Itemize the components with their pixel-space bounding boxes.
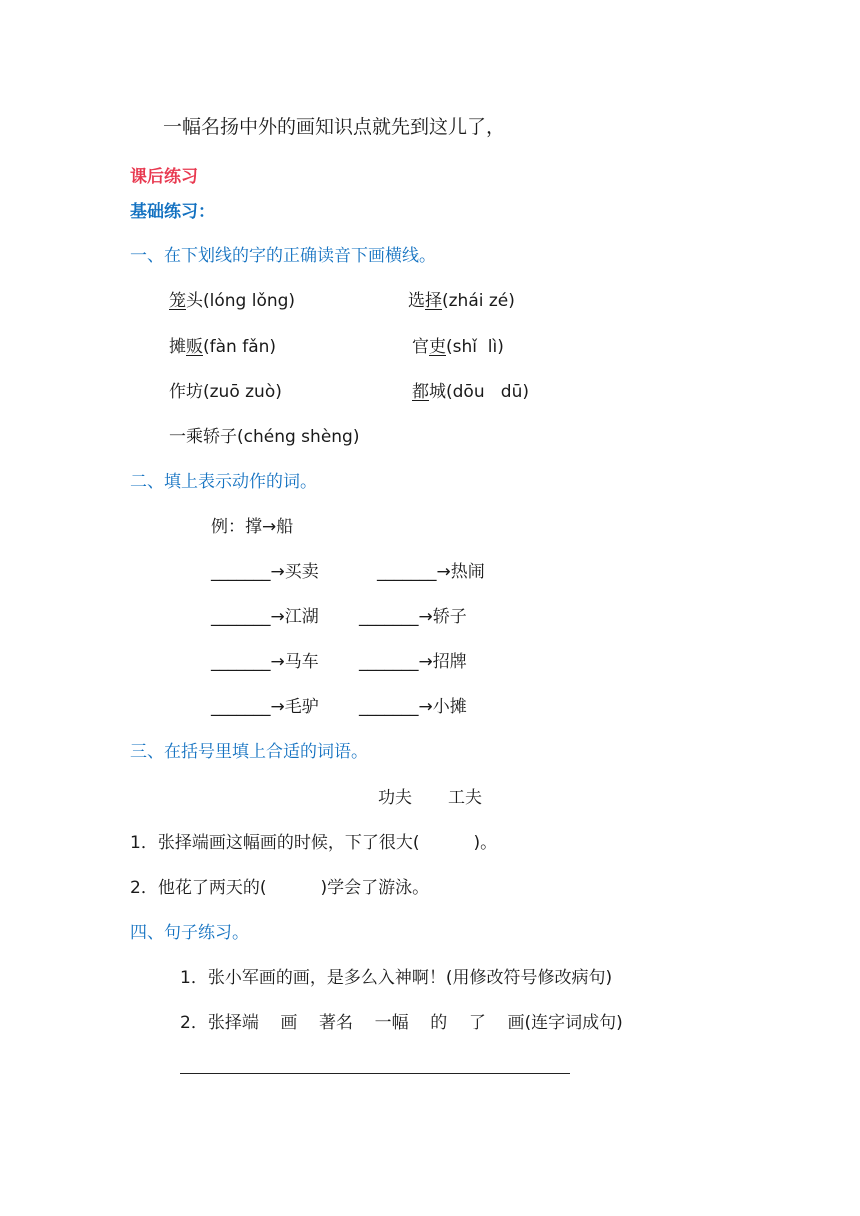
item-rest: 城(dōu dū): [429, 382, 530, 402]
underlined-char: 贩: [186, 337, 203, 357]
blank-maimai: _______→买卖: [211, 562, 319, 582]
item-rest: (zhái zé): [442, 291, 515, 311]
section4-title: 四、句子练习。: [130, 923, 249, 943]
question-4-1: 1．张小军画的画，是多么入神啊！(用修改符号修改病句): [180, 968, 613, 988]
item-tanfan: [169, 335, 276, 359]
blank-jianghu: _______→江湖: [211, 607, 319, 627]
blank-renao: _______→热闹: [377, 562, 485, 582]
underlined-char: 笼: [169, 291, 186, 311]
underlined-char: 吏: [429, 337, 446, 357]
item-yishengjiaozi: 一乘轿子(chéng shèng): [169, 427, 360, 447]
item-ducheng: [412, 380, 529, 404]
blank-zhaopai: _______→招牌: [359, 652, 467, 672]
item-zuofang: 作坊(zuō zuò): [169, 382, 282, 402]
item-xuanze: [408, 289, 515, 313]
intro-sentence: 一幅名扬中外的画知识点就先到这儿了，: [163, 116, 506, 138]
item-guanli: [412, 335, 504, 359]
item-longtou: [169, 289, 295, 313]
basic-practice-heading: 基础练习：: [130, 202, 215, 222]
word-option-1: 功夫: [378, 788, 412, 808]
underlined-char: 都: [412, 382, 429, 402]
blank-xiaotan: _______→小摊: [359, 697, 467, 717]
blank-mache: _______→马车: [211, 652, 319, 672]
blank-jiaozi: _______→轿子: [359, 607, 467, 627]
section3-title: 三、在括号里填上合适的词语。: [130, 742, 368, 762]
item-prefix: 摊: [169, 337, 186, 357]
item-rest: (shǐ lì): [446, 337, 504, 357]
section2-title: 二、填上表示动作的词。: [130, 472, 317, 492]
section1-title: 一、在下划线的字的正确读音下画横线。: [130, 246, 436, 266]
question-3-1: 1．张择端画这幅画的时候，下了很大( )。: [130, 833, 498, 853]
example-line: 例：撑→船: [211, 517, 294, 537]
answer-line: [180, 1073, 570, 1074]
item-rest: 头(lóng lǒng): [186, 291, 296, 311]
question-4-2: 2．张择端 画 著名 一幅 的 了 画(连字词成句): [180, 1013, 623, 1033]
question-3-2: 2．他花了两天的( )学会了游泳。: [130, 878, 430, 898]
word-option-2: 工夫: [448, 788, 482, 808]
underlined-char: 择: [425, 291, 442, 311]
item-rest: (fàn fǎn): [203, 337, 277, 357]
item-prefix: 官: [412, 337, 429, 357]
blank-maolv: _______→毛驴: [211, 697, 319, 717]
exercise-heading: 课后练习: [130, 167, 198, 187]
item-prefix: 选: [408, 291, 425, 311]
